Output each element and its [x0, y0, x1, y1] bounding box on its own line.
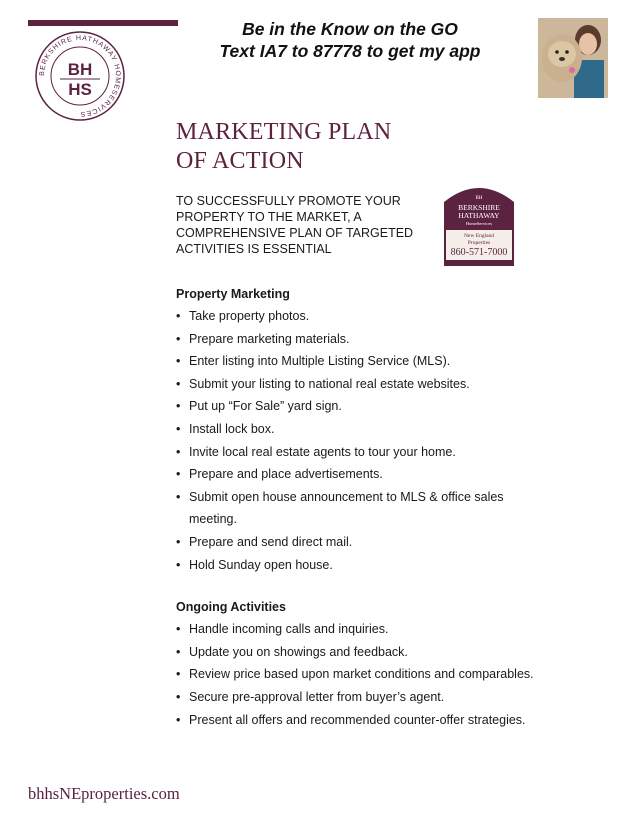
list-item-line: Present all offers and recommended counter-offer strategies.	[189, 712, 526, 727]
sign-phone: 860-571-7000	[450, 247, 508, 258]
logo-initials-bottom: HS	[68, 80, 92, 99]
sign-brand-line-2: HATHAWAY	[458, 211, 500, 220]
bullet-icon: •	[176, 622, 181, 637]
list-item	[176, 641, 566, 664]
bullet-icon: •	[176, 421, 181, 436]
list-item-line: Prepare and place advertisements.	[189, 467, 383, 482]
list-item-line: Submit open house announcement to MLS & office sales	[189, 489, 504, 504]
banner-line-1: Be in the Know on the GO	[242, 19, 458, 39]
list-item-line: meeting.	[189, 512, 237, 527]
footer-website[interactable]: bhhsNEproperties.com	[28, 784, 180, 803]
bullet-icon: •	[176, 557, 181, 572]
list-item	[176, 418, 566, 441]
list-item-text	[189, 709, 566, 732]
list-item-line: Review price based upon market conditions and comparables.	[189, 667, 534, 682]
list-item-text	[189, 463, 566, 486]
bullet-icon: •	[176, 331, 181, 346]
list-item-text	[189, 686, 566, 709]
section-spacer	[176, 576, 566, 596]
bullet-icon: •	[176, 376, 181, 391]
section-heading: Ongoing Activities	[176, 600, 286, 615]
agent-photo	[538, 18, 608, 98]
bullet-icon: •	[176, 309, 181, 323]
section-heading: Property Marketing	[176, 287, 290, 301]
page-subtitle	[176, 193, 426, 257]
bullet-icon: •	[176, 667, 181, 682]
bullet-icon: •	[176, 534, 181, 549]
list-item	[176, 686, 566, 709]
list-item-text	[189, 663, 566, 686]
list-item	[176, 328, 566, 351]
action-plan-content	[176, 283, 566, 731]
list-item	[176, 441, 566, 464]
list-item-line: Prepare marketing materials.	[189, 331, 350, 346]
list-item-line: Prepare and send direct mail.	[189, 534, 353, 549]
list-item-line: Secure pre-approval letter from buyer’s agent.	[189, 689, 445, 704]
bullet-icon: •	[176, 467, 181, 482]
page-title	[176, 118, 436, 176]
list-item	[176, 463, 566, 486]
list-item-line: Hold Sunday open house.	[189, 557, 333, 572]
list-item	[176, 663, 566, 686]
bullet-icon: •	[176, 712, 181, 727]
bullet-icon: •	[176, 644, 181, 659]
bullet-icon: •	[176, 399, 181, 414]
list-item	[176, 350, 566, 373]
list-item-text	[189, 328, 566, 351]
list-item-line: Take property photos.	[189, 309, 310, 323]
list-item	[176, 373, 566, 396]
bullet-icon: •	[176, 354, 181, 369]
list-item-line: Enter listing into Multiple Listing Service (MLS).	[189, 354, 451, 369]
list-item-text	[189, 373, 566, 396]
yard-sign-image	[440, 180, 518, 266]
bullet-icon: •	[176, 489, 181, 504]
list-item	[176, 709, 566, 732]
banner-line-2: Text IA7 to 87778 to get my app	[219, 41, 481, 61]
sign-region-line-2: Properties	[467, 240, 491, 246]
subtitle-line-3: COMPREHENSIVE PLAN OF TARGETED	[176, 226, 414, 240]
list-item-line: Invite local real estate agents to tour your home.	[189, 444, 456, 459]
sign-brand-line-3: HomeServices	[465, 221, 493, 226]
title-line-1: MARKETING PLAN	[176, 119, 392, 145]
list-item	[176, 554, 566, 577]
list-item-text	[189, 441, 566, 464]
list-item-text	[189, 618, 566, 641]
list-item-text	[189, 305, 566, 328]
list-item-line: Update you on showings and feedback.	[189, 644, 408, 659]
list-item	[176, 486, 566, 531]
list-item-text	[189, 531, 566, 554]
list-item	[176, 395, 566, 418]
bullet-icon: •	[176, 444, 181, 459]
logo-initials-top: BH	[67, 60, 93, 79]
list-item-text	[189, 554, 566, 577]
list-item	[176, 618, 566, 641]
subtitle-line-1: TO SUCCESSFULLY PROMOTE YOUR	[176, 194, 401, 208]
list-item-line: Submit your listing to national real estate websites.	[189, 376, 470, 391]
sign-logo-text: BH	[475, 196, 483, 201]
top-rule	[28, 20, 178, 26]
list-item-text	[189, 418, 566, 441]
subtitle-line-4: ACTIVITIES IS ESSENTIAL	[176, 242, 332, 256]
list-item-line: Install lock box.	[189, 421, 275, 436]
list-item-text	[189, 395, 566, 418]
agent-with-dog-image	[538, 18, 608, 98]
bullet-icon: •	[176, 689, 181, 704]
list-item	[176, 531, 566, 554]
app-banner	[180, 18, 520, 62]
list-item-text	[189, 641, 566, 664]
list-item	[176, 305, 566, 328]
bhhs-logo	[34, 30, 126, 122]
list-item-line: Put up “For Sale” yard sign.	[189, 399, 342, 414]
list-item-text	[189, 486, 566, 531]
sign-region-line-1: New England	[463, 233, 495, 239]
logo-ring-text: BERKSHIRE HATHAWAY HOMESERVICES	[38, 34, 122, 118]
subtitle-line-2: PROPERTY TO THE MARKET, A	[176, 210, 362, 224]
list-item-text	[189, 350, 566, 373]
sign-brand-line-1: BERKSHIRE	[458, 203, 500, 212]
list-item-line: Handle incoming calls and inquiries.	[189, 622, 389, 637]
title-line-2: OF ACTION	[176, 148, 304, 174]
